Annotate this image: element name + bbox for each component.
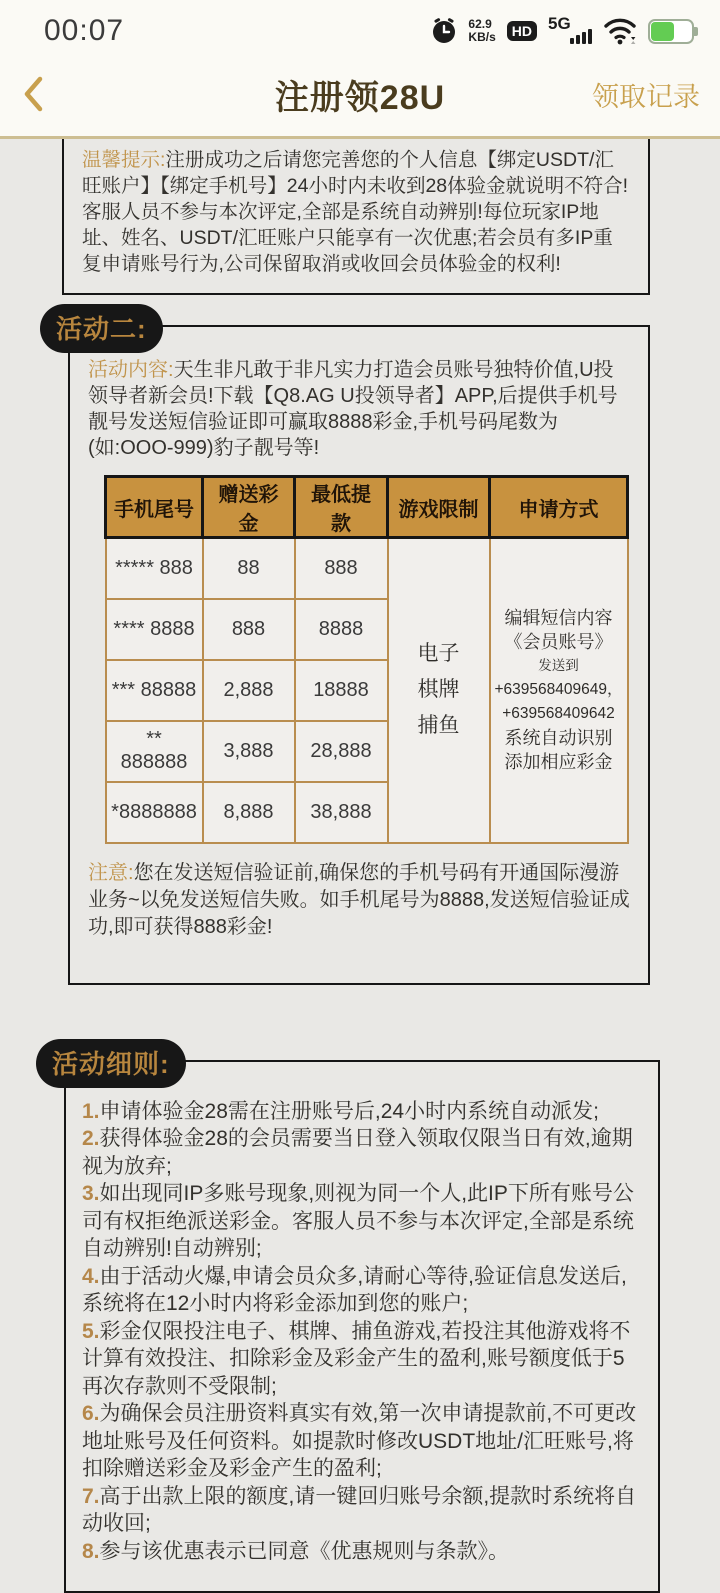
- status-bar: [0, 0, 720, 52]
- activity2-badge: 活动二:: [40, 304, 163, 353]
- warm-tip-label: 温馨提示:: [82, 149, 165, 171]
- header-phone-tail: 手机尾号: [106, 477, 203, 538]
- apply-line: 《会员账号》: [495, 630, 623, 654]
- network-speed-unit: KB/s: [468, 30, 495, 44]
- apply-line: 添加相应彩金: [495, 750, 623, 774]
- header-apply-method: 申请方式: [490, 477, 628, 538]
- cell-bonus: 888: [203, 599, 295, 660]
- header-game-limit: 游戏限制: [388, 477, 490, 538]
- clock-time: 00:07: [44, 14, 124, 48]
- rules-section: [64, 1060, 660, 1593]
- signal-5g-icon: [548, 16, 592, 46]
- rule-number: 1.: [82, 1100, 100, 1123]
- bonus-table: [104, 475, 629, 844]
- cell-tail: ***** 888: [106, 538, 203, 599]
- cell-tail: ** 888888: [106, 721, 203, 782]
- rule-number: 3.: [82, 1182, 100, 1205]
- cell-tail: **** 8888: [106, 599, 203, 660]
- rule-item: [82, 1125, 638, 1180]
- cell-bonus: 88: [203, 538, 295, 599]
- apply-line: +639568409649，: [495, 678, 623, 702]
- rule-item: [82, 1400, 638, 1483]
- wifi-icon: [603, 16, 637, 46]
- sms-note-label: 注意:: [88, 862, 134, 884]
- cell-min: 38,888: [295, 782, 388, 843]
- rule-number: 7.: [82, 1485, 100, 1508]
- sms-note: [88, 860, 632, 941]
- signal-bars-icon: [570, 29, 592, 44]
- rules-box: [64, 1060, 660, 1593]
- rule-item: [82, 1318, 638, 1401]
- claim-records-link[interactable]: 领取记录: [592, 75, 700, 114]
- rule-text: 如出现同IP多账号现象,则视为同一个人,此IP下所有账号公司有权拒绝派送彩金。客服人员不参与本次评定,全部是系统自动辨别!自动辨别;: [82, 1182, 634, 1260]
- rule-item: [82, 1098, 638, 1126]
- warm-tip-text: 注册成功之后请您完善您的个人信息【绑定USDT/汇旺账户】【绑定手机号】24小时内未收到28体验金就说明不符合!客服人员不参与本次评定,全部是系统自动辨别!每位玩家IP地址、姓名、USDT/汇旺账户只能享有一次优惠;若会员有多IP重复申请账号行为,公司保留取消或收回会员体验金的权利!: [82, 149, 628, 275]
- rule-text: 高于出款上限的额度,请一键回归账号余额,提款时系统将自动收回;: [82, 1485, 636, 1536]
- rule-number: 5.: [82, 1320, 100, 1343]
- rule-number: 6.: [82, 1402, 100, 1425]
- activity2-content-text: 天生非凡敢于非凡实力打造会员账号独特价值,U投领导者新会员!下载【Q8.AG U投领导者】APP,后提供手机号靓号发送短信验证即可赢取8888彩金,手机号码尾数为(如:OOO-999)豹子靓号等!: [88, 359, 618, 459]
- rule-text: 参与该优惠表示已同意《优惠规则与条款》。: [100, 1540, 510, 1563]
- network-type-label: 5G: [548, 14, 571, 34]
- table-header-row: [106, 477, 628, 538]
- cell-min: 8888: [295, 599, 388, 660]
- rule-item: [82, 1538, 638, 1566]
- rule-text: 为确保会员注册资料真实有效,第一次申请提款前,不可更改地址账号及任何资料。如提款时修改USDT地址/汇旺账号,将扣除赠送彩金及彩金产生的盈利;: [82, 1402, 636, 1480]
- cell-min: 888: [295, 538, 388, 599]
- header-bonus: 赠送彩金: [203, 477, 295, 538]
- hd-icon: HD: [507, 21, 537, 41]
- apply-line: 编辑短信内容: [495, 606, 623, 630]
- page-title: 注册领28U: [275, 70, 445, 119]
- cell-min: 28,888: [295, 721, 388, 782]
- activity2-content: [88, 357, 632, 461]
- battery-icon: [648, 19, 694, 44]
- apply-line: 系统自动识别: [495, 726, 623, 750]
- cell-game-limit: [388, 538, 490, 843]
- rule-number: 8.: [82, 1540, 100, 1563]
- rule-number: 4.: [82, 1265, 100, 1288]
- back-chevron-icon: [22, 75, 44, 113]
- cell-apply-method: [490, 538, 628, 843]
- network-speed-value: 62.9: [468, 17, 491, 31]
- rule-text: 由于活动火爆,申请会员众多,请耐心等待,验证信息发送后,系统将在12小时内将彩金添加到您的账户;: [82, 1265, 627, 1316]
- rule-item: [82, 1483, 638, 1538]
- game-limit-item: 棋牌: [393, 678, 485, 702]
- cell-min: 18888: [295, 660, 388, 721]
- cell-bonus: 8,888: [203, 782, 295, 843]
- game-limit-item: 电子: [393, 642, 485, 666]
- game-limit-item: 捕鱼: [393, 714, 485, 738]
- rule-text: 获得体验金28的会员需要当日登入领取仅限当日有效,逾期视为放弃;: [82, 1127, 633, 1178]
- rules-badge: 活动细则:: [36, 1039, 186, 1088]
- cell-tail: *8888888: [106, 782, 203, 843]
- cell-bonus: 2,888: [203, 660, 295, 721]
- activity2-section: [68, 325, 650, 985]
- activity2-box: [68, 325, 650, 985]
- apply-line: 发送到: [495, 654, 623, 678]
- rule-item: [82, 1180, 638, 1263]
- cell-bonus: 3,888: [203, 721, 295, 782]
- app-bar: [0, 52, 720, 136]
- alarm-clock-icon: [431, 18, 457, 44]
- back-button[interactable]: [22, 70, 66, 118]
- cell-tail: *** 88888: [106, 660, 203, 721]
- header-min-withdraw: 最低提款: [295, 477, 388, 538]
- status-icons: [431, 16, 694, 46]
- rule-number: 2.: [82, 1127, 100, 1150]
- sms-note-text: 您在发送短信验证前,确保您的手机号码有开通国际漫游业务~以免发送短信失败。如手机尾号为8888,发送短信验证成功,即可获得888彩金!: [88, 862, 630, 938]
- apply-line: +639568409642: [495, 702, 623, 726]
- rule-item: [82, 1263, 638, 1318]
- rule-text: 申请体验金28需在注册账号后,24小时内系统自动派发;: [100, 1100, 599, 1123]
- warm-tip-box: [62, 139, 650, 295]
- top-chrome: [0, 0, 720, 139]
- table-row: [106, 538, 628, 599]
- rule-text: 彩金仅限投注电子、棋牌、捕鱼游戏,若投注其他游戏将不计算有效投注、扣除彩金及彩金产生的盈利,账号额度低于5再次存款则不受限制;: [82, 1320, 630, 1398]
- activity2-content-label: 活动内容:: [88, 359, 174, 381]
- network-speed: [468, 18, 495, 44]
